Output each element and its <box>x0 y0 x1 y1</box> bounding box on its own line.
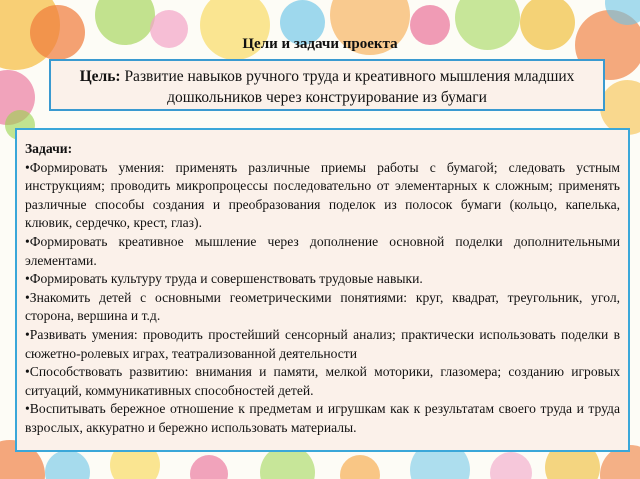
task-item: •Формировать креативное мышление через дополнение основной поделки дополнительными элементами. <box>25 233 620 268</box>
slide-title: Цели и задачи проекта <box>242 36 398 52</box>
task-item: •Формировать умения: применять различные приемы работы с бумагой; следовать устным инструкциям; проводить микропроцессы последовательно от элементарных к сложным; применять различные способы создания и преобразования поделок из полосок бумаги (кольцо, капелька, клювик, сердечко, крест, глаз). <box>25 159 620 231</box>
task-item: •Формировать культуру труда и совершенствовать трудовые навыки. <box>25 271 423 287</box>
task-item: •Развивать умения: проводить простейший сенсорный анализ; практически использовать поделки в сюжетно-ролевых играх, театрализованной деятельности <box>25 326 620 361</box>
tasks-box <box>15 128 630 452</box>
task-item: •Знакомить детей с основными геометрическими понятиями: круг, квадрат, треугольник, угол, сторона, вершина и т.д. <box>25 289 620 324</box>
goal-box <box>49 59 605 111</box>
task-item: •Воспитывать бережное отношение к предметам и игрушкам как к результатам своего труда и труда взрослых, аккуратно и бережно использовать материалы. <box>25 401 620 435</box>
goal-text: Развитие навыков ручного труда и креативного мышления младших дошкольников через конструирование из бумаги <box>120 68 575 106</box>
goal-label: Цель: <box>79 68 121 85</box>
tasks-heading: Задачи: <box>25 141 73 156</box>
task-item: •Способствовать развитию: внимания и памяти, мелкой моторики, глазомера; созданию игровых ситуаций, коммуникативных способностей детей. <box>25 364 620 398</box>
